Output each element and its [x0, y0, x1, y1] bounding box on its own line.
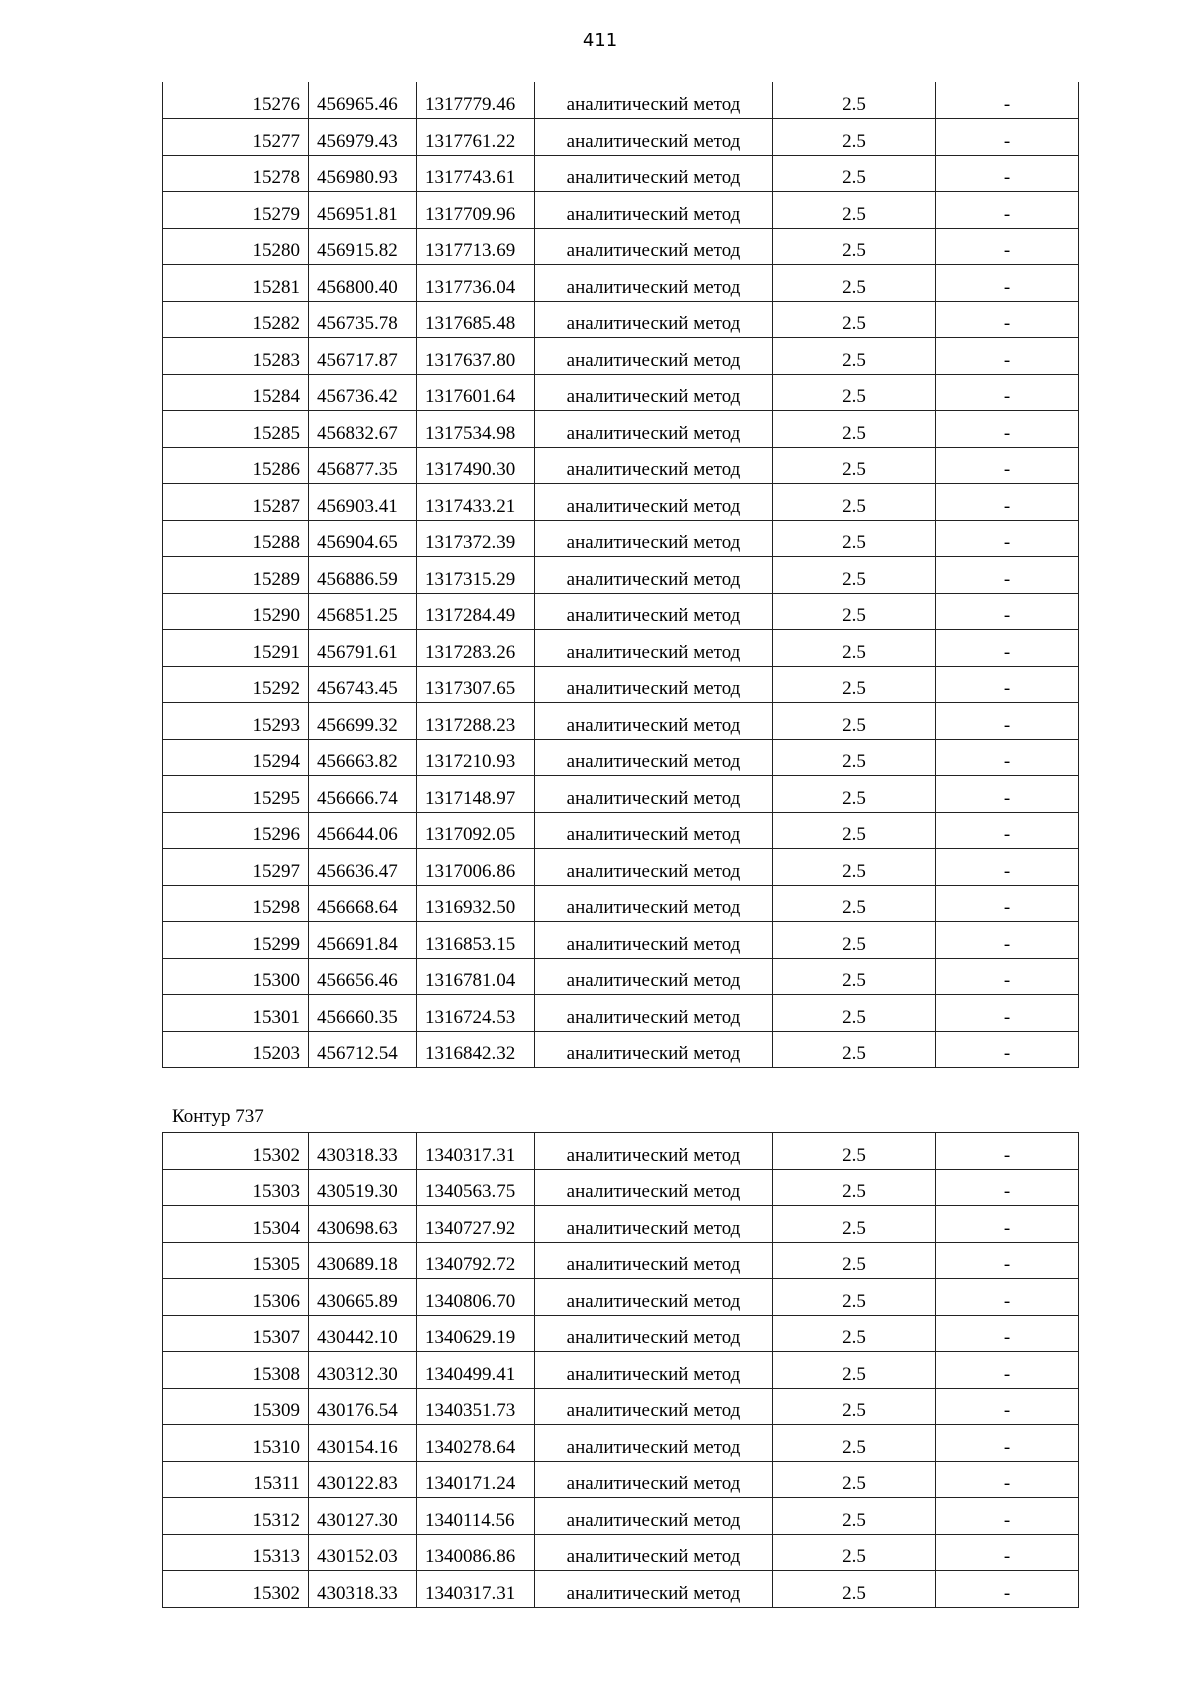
precision-cell: 2.5: [773, 411, 936, 448]
point-number-cell: 15289: [163, 557, 309, 594]
precision-cell: 2.5: [773, 520, 936, 557]
x-coordinate-cell: 456791.61: [309, 630, 417, 667]
table-row: [163, 1133, 1079, 1170]
x-coordinate-cell: 456832.67: [309, 411, 417, 448]
point-number-cell: 15310: [163, 1425, 309, 1462]
x-coordinate-cell: 456656.46: [309, 958, 417, 995]
precision-cell: 2.5: [773, 484, 936, 521]
table-row: [163, 1498, 1079, 1535]
y-coordinate-cell: 1317534.98: [417, 411, 535, 448]
y-coordinate-cell: 1340806.70: [417, 1279, 535, 1316]
description-cell: -: [936, 1498, 1079, 1535]
table-row: [163, 1388, 1079, 1425]
x-coordinate-cell: 456666.74: [309, 776, 417, 813]
precision-cell: 2.5: [773, 119, 936, 156]
y-coordinate-cell: 1317148.97: [417, 776, 535, 813]
table-row: [163, 265, 1079, 302]
method-cell: аналитический метод: [535, 776, 773, 813]
precision-cell: 2.5: [773, 447, 936, 484]
table-row: [163, 593, 1079, 630]
method-cell: аналитический метод: [535, 1461, 773, 1498]
table-row: [163, 338, 1079, 375]
description-cell: -: [936, 666, 1079, 703]
method-cell: аналитический метод: [535, 447, 773, 484]
description-cell: -: [936, 739, 1079, 776]
precision-cell: 2.5: [773, 1534, 936, 1571]
method-cell: аналитический метод: [535, 1279, 773, 1316]
description-cell: -: [936, 301, 1079, 338]
method-cell: аналитический метод: [535, 520, 773, 557]
coordinates-table-contour-737: [162, 1132, 1079, 1608]
table-row: [163, 995, 1079, 1032]
method-cell: аналитический метод: [535, 885, 773, 922]
point-number-cell: 15285: [163, 411, 309, 448]
precision-cell: 2.5: [773, 82, 936, 119]
table-row: [163, 1279, 1079, 1316]
x-coordinate-cell: 456965.46: [309, 82, 417, 119]
point-number-cell: 15280: [163, 228, 309, 265]
y-coordinate-cell: 1340317.31: [417, 1133, 535, 1170]
method-cell: аналитический метод: [535, 1388, 773, 1425]
y-coordinate-cell: 1317284.49: [417, 593, 535, 630]
point-number-cell: 15305: [163, 1242, 309, 1279]
table-row: [163, 922, 1079, 959]
description-cell: -: [936, 119, 1079, 156]
description-cell: -: [936, 1534, 1079, 1571]
table-row: [163, 776, 1079, 813]
x-coordinate-cell: 456663.82: [309, 739, 417, 776]
point-number-cell: 15278: [163, 155, 309, 192]
description-cell: -: [936, 776, 1079, 813]
precision-cell: 2.5: [773, 593, 936, 630]
method-cell: аналитический метод: [535, 557, 773, 594]
point-number-cell: 15290: [163, 593, 309, 630]
x-coordinate-cell: 456915.82: [309, 228, 417, 265]
description-cell: -: [936, 155, 1079, 192]
precision-cell: 2.5: [773, 338, 936, 375]
precision-cell: 2.5: [773, 739, 936, 776]
x-coordinate-cell: 430152.03: [309, 1534, 417, 1571]
precision-cell: 2.5: [773, 155, 936, 192]
table-row: [163, 1169, 1079, 1206]
x-coordinate-cell: 430312.30: [309, 1352, 417, 1389]
table-row: [163, 1425, 1079, 1462]
x-coordinate-cell: 456668.64: [309, 885, 417, 922]
y-coordinate-cell: 1317736.04: [417, 265, 535, 302]
precision-cell: 2.5: [773, 812, 936, 849]
precision-cell: 2.5: [773, 1352, 936, 1389]
point-number-cell: 15295: [163, 776, 309, 813]
table-row: [163, 703, 1079, 740]
x-coordinate-cell: 456736.42: [309, 374, 417, 411]
point-number-cell: 15306: [163, 1279, 309, 1316]
method-cell: аналитический метод: [535, 155, 773, 192]
y-coordinate-cell: 1317713.69: [417, 228, 535, 265]
precision-cell: 2.5: [773, 301, 936, 338]
table-row: [163, 849, 1079, 886]
point-number-cell: 15279: [163, 192, 309, 229]
method-cell: аналитический метод: [535, 1425, 773, 1462]
point-number-cell: 15288: [163, 520, 309, 557]
y-coordinate-cell: 1317006.86: [417, 849, 535, 886]
page-number: 411: [582, 30, 618, 51]
y-coordinate-cell: 1316724.53: [417, 995, 535, 1032]
x-coordinate-cell: 456886.59: [309, 557, 417, 594]
x-coordinate-cell: 456877.35: [309, 447, 417, 484]
x-coordinate-cell: 456743.45: [309, 666, 417, 703]
description-cell: -: [936, 593, 1079, 630]
point-number-cell: 15303: [163, 1169, 309, 1206]
description-cell: -: [936, 995, 1079, 1032]
description-cell: -: [936, 1206, 1079, 1243]
method-cell: аналитический метод: [535, 666, 773, 703]
description-cell: -: [936, 1352, 1079, 1389]
table-row: [163, 1352, 1079, 1389]
table-row: [163, 155, 1079, 192]
y-coordinate-cell: 1317210.93: [417, 739, 535, 776]
precision-cell: 2.5: [773, 958, 936, 995]
x-coordinate-cell: 456717.87: [309, 338, 417, 375]
y-coordinate-cell: 1317092.05: [417, 812, 535, 849]
description-cell: -: [936, 1031, 1079, 1068]
point-number-cell: 15302: [163, 1571, 309, 1608]
point-number-cell: 15282: [163, 301, 309, 338]
point-number-cell: 15296: [163, 812, 309, 849]
point-number-cell: 15307: [163, 1315, 309, 1352]
description-cell: -: [936, 1242, 1079, 1279]
point-number-cell: 15287: [163, 484, 309, 521]
method-cell: аналитический метод: [535, 922, 773, 959]
y-coordinate-cell: 1317709.96: [417, 192, 535, 229]
method-cell: аналитический метод: [535, 1534, 773, 1571]
y-coordinate-cell: 1340563.75: [417, 1169, 535, 1206]
method-cell: аналитический метод: [535, 630, 773, 667]
table-row: [163, 447, 1079, 484]
precision-cell: 2.5: [773, 1571, 936, 1608]
table-row: [163, 1031, 1079, 1068]
description-cell: -: [936, 1388, 1079, 1425]
y-coordinate-cell: 1340114.56: [417, 1498, 535, 1535]
precision-cell: 2.5: [773, 1031, 936, 1068]
description-cell: -: [936, 192, 1079, 229]
method-cell: аналитический метод: [535, 1242, 773, 1279]
description-cell: -: [936, 1571, 1079, 1608]
point-number-cell: 15297: [163, 849, 309, 886]
method-cell: аналитический метод: [535, 119, 773, 156]
precision-cell: 2.5: [773, 1425, 936, 1462]
point-number-cell: 15291: [163, 630, 309, 667]
y-coordinate-cell: 1340727.92: [417, 1206, 535, 1243]
point-number-cell: 15277: [163, 119, 309, 156]
precision-cell: 2.5: [773, 192, 936, 229]
y-coordinate-cell: 1317637.80: [417, 338, 535, 375]
precision-cell: 2.5: [773, 1206, 936, 1243]
table-row: [163, 958, 1079, 995]
method-cell: аналитический метод: [535, 301, 773, 338]
contour-label: Контур 737: [172, 1106, 264, 1127]
precision-cell: 2.5: [773, 1169, 936, 1206]
y-coordinate-cell: 1317283.26: [417, 630, 535, 667]
x-coordinate-cell: 430176.54: [309, 1388, 417, 1425]
x-coordinate-cell: 456979.43: [309, 119, 417, 156]
table-row: [163, 557, 1079, 594]
precision-cell: 2.5: [773, 666, 936, 703]
method-cell: аналитический метод: [535, 82, 773, 119]
description-cell: -: [936, 1279, 1079, 1316]
method-cell: аналитический метод: [535, 812, 773, 849]
table-row: [163, 301, 1079, 338]
y-coordinate-cell: 1316781.04: [417, 958, 535, 995]
x-coordinate-cell: 456644.06: [309, 812, 417, 849]
method-cell: аналитический метод: [535, 192, 773, 229]
table-row: [163, 411, 1079, 448]
method-cell: аналитический метод: [535, 1206, 773, 1243]
point-number-cell: 15309: [163, 1388, 309, 1425]
x-coordinate-cell: 456800.40: [309, 265, 417, 302]
x-coordinate-cell: 430519.30: [309, 1169, 417, 1206]
point-number-cell: 15304: [163, 1206, 309, 1243]
precision-cell: 2.5: [773, 265, 936, 302]
x-coordinate-cell: 430318.33: [309, 1133, 417, 1170]
y-coordinate-cell: 1317288.23: [417, 703, 535, 740]
point-number-cell: 15298: [163, 885, 309, 922]
method-cell: аналитический метод: [535, 265, 773, 302]
point-number-cell: 15302: [163, 1133, 309, 1170]
point-number-cell: 15286: [163, 447, 309, 484]
description-cell: -: [936, 338, 1079, 375]
description-cell: -: [936, 557, 1079, 594]
method-cell: аналитический метод: [535, 228, 773, 265]
x-coordinate-cell: 456636.47: [309, 849, 417, 886]
x-coordinate-cell: 456851.25: [309, 593, 417, 630]
table-row: [163, 484, 1079, 521]
y-coordinate-cell: 1317315.29: [417, 557, 535, 594]
method-cell: аналитический метод: [535, 958, 773, 995]
precision-cell: 2.5: [773, 1461, 936, 1498]
x-coordinate-cell: 456980.93: [309, 155, 417, 192]
method-cell: аналитический метод: [535, 849, 773, 886]
table-row: [163, 812, 1079, 849]
point-number-cell: 15312: [163, 1498, 309, 1535]
y-coordinate-cell: 1317490.30: [417, 447, 535, 484]
coordinates-table: [162, 82, 1079, 1068]
x-coordinate-cell: 456699.32: [309, 703, 417, 740]
method-cell: аналитический метод: [535, 411, 773, 448]
method-cell: аналитический метод: [535, 1169, 773, 1206]
description-cell: -: [936, 265, 1079, 302]
method-cell: аналитический метод: [535, 995, 773, 1032]
method-cell: аналитический метод: [535, 1352, 773, 1389]
point-number-cell: 15276: [163, 82, 309, 119]
x-coordinate-cell: 456691.84: [309, 922, 417, 959]
method-cell: аналитический метод: [535, 484, 773, 521]
x-coordinate-cell: 456660.35: [309, 995, 417, 1032]
description-cell: -: [936, 1461, 1079, 1498]
x-coordinate-cell: 430698.63: [309, 1206, 417, 1243]
point-number-cell: 15300: [163, 958, 309, 995]
method-cell: аналитический метод: [535, 1315, 773, 1352]
y-coordinate-cell: 1316932.50: [417, 885, 535, 922]
point-number-cell: 15308: [163, 1352, 309, 1389]
description-cell: -: [936, 374, 1079, 411]
precision-cell: 2.5: [773, 1133, 936, 1170]
table-row: [163, 1571, 1079, 1608]
precision-cell: 2.5: [773, 557, 936, 594]
precision-cell: 2.5: [773, 776, 936, 813]
y-coordinate-cell: 1317761.22: [417, 119, 535, 156]
y-coordinate-cell: 1316842.32: [417, 1031, 535, 1068]
table-row: [163, 1315, 1079, 1352]
point-number-cell: 15294: [163, 739, 309, 776]
description-cell: -: [936, 812, 1079, 849]
y-coordinate-cell: 1340499.41: [417, 1352, 535, 1389]
y-coordinate-cell: 1340278.64: [417, 1425, 535, 1462]
point-number-cell: 15299: [163, 922, 309, 959]
method-cell: аналитический метод: [535, 1498, 773, 1535]
method-cell: аналитический метод: [535, 338, 773, 375]
method-cell: аналитический метод: [535, 1571, 773, 1608]
precision-cell: 2.5: [773, 703, 936, 740]
description-cell: -: [936, 630, 1079, 667]
precision-cell: 2.5: [773, 995, 936, 1032]
description-cell: -: [936, 82, 1079, 119]
x-coordinate-cell: 456712.54: [309, 1031, 417, 1068]
y-coordinate-cell: 1340629.19: [417, 1315, 535, 1352]
point-number-cell: 15284: [163, 374, 309, 411]
point-number-cell: 15311: [163, 1461, 309, 1498]
description-cell: -: [936, 703, 1079, 740]
x-coordinate-cell: 430318.33: [309, 1571, 417, 1608]
x-coordinate-cell: 430442.10: [309, 1315, 417, 1352]
method-cell: аналитический метод: [535, 593, 773, 630]
description-cell: -: [936, 1425, 1079, 1462]
method-cell: аналитический метод: [535, 739, 773, 776]
precision-cell: 2.5: [773, 228, 936, 265]
table-row: [163, 1461, 1079, 1498]
point-number-cell: 15292: [163, 666, 309, 703]
description-cell: -: [936, 922, 1079, 959]
x-coordinate-cell: 456904.65: [309, 520, 417, 557]
table-row: [163, 374, 1079, 411]
precision-cell: 2.5: [773, 1498, 936, 1535]
table-row: [163, 520, 1079, 557]
description-cell: -: [936, 228, 1079, 265]
x-coordinate-cell: 456951.81: [309, 192, 417, 229]
point-number-cell: 15281: [163, 265, 309, 302]
precision-cell: 2.5: [773, 1388, 936, 1425]
precision-cell: 2.5: [773, 1242, 936, 1279]
description-cell: -: [936, 958, 1079, 995]
y-coordinate-cell: 1317779.46: [417, 82, 535, 119]
y-coordinate-cell: 1340171.24: [417, 1461, 535, 1498]
y-coordinate-cell: 1340792.72: [417, 1242, 535, 1279]
table-row: [163, 739, 1079, 776]
precision-cell: 2.5: [773, 1279, 936, 1316]
point-number-cell: 15313: [163, 1534, 309, 1571]
table-row: [163, 119, 1079, 156]
x-coordinate-cell: 456735.78: [309, 301, 417, 338]
table-row: [163, 666, 1079, 703]
table-row: [163, 82, 1079, 119]
description-cell: -: [936, 1169, 1079, 1206]
description-cell: -: [936, 411, 1079, 448]
method-cell: аналитический метод: [535, 374, 773, 411]
precision-cell: 2.5: [773, 1315, 936, 1352]
x-coordinate-cell: 430689.18: [309, 1242, 417, 1279]
table-row: [163, 1242, 1079, 1279]
method-cell: аналитический метод: [535, 703, 773, 740]
table-row: [163, 1206, 1079, 1243]
x-coordinate-cell: 430665.89: [309, 1279, 417, 1316]
y-coordinate-cell: 1317685.48: [417, 301, 535, 338]
y-coordinate-cell: 1317307.65: [417, 666, 535, 703]
description-cell: -: [936, 447, 1079, 484]
x-coordinate-cell: 430122.83: [309, 1461, 417, 1498]
precision-cell: 2.5: [773, 922, 936, 959]
point-number-cell: 15283: [163, 338, 309, 375]
y-coordinate-cell: 1317433.21: [417, 484, 535, 521]
method-cell: аналитический метод: [535, 1031, 773, 1068]
table-row: [163, 228, 1079, 265]
precision-cell: 2.5: [773, 849, 936, 886]
precision-cell: 2.5: [773, 374, 936, 411]
precision-cell: 2.5: [773, 885, 936, 922]
y-coordinate-cell: 1340351.73: [417, 1388, 535, 1425]
method-cell: аналитический метод: [535, 1133, 773, 1170]
description-cell: -: [936, 849, 1079, 886]
table-row: [163, 630, 1079, 667]
x-coordinate-cell: 456903.41: [309, 484, 417, 521]
x-coordinate-cell: 430154.16: [309, 1425, 417, 1462]
description-cell: -: [936, 484, 1079, 521]
precision-cell: 2.5: [773, 630, 936, 667]
x-coordinate-cell: 430127.30: [309, 1498, 417, 1535]
description-cell: -: [936, 885, 1079, 922]
description-cell: -: [936, 520, 1079, 557]
y-coordinate-cell: 1317743.61: [417, 155, 535, 192]
table-row: [163, 885, 1079, 922]
y-coordinate-cell: 1317601.64: [417, 374, 535, 411]
y-coordinate-cell: 1340317.31: [417, 1571, 535, 1608]
y-coordinate-cell: 1316853.15: [417, 922, 535, 959]
description-cell: -: [936, 1315, 1079, 1352]
y-coordinate-cell: 1340086.86: [417, 1534, 535, 1571]
table-row: [163, 192, 1079, 229]
point-number-cell: 15203: [163, 1031, 309, 1068]
y-coordinate-cell: 1317372.39: [417, 520, 535, 557]
table-row: [163, 1534, 1079, 1571]
point-number-cell: 15301: [163, 995, 309, 1032]
description-cell: -: [936, 1133, 1079, 1170]
point-number-cell: 15293: [163, 703, 309, 740]
